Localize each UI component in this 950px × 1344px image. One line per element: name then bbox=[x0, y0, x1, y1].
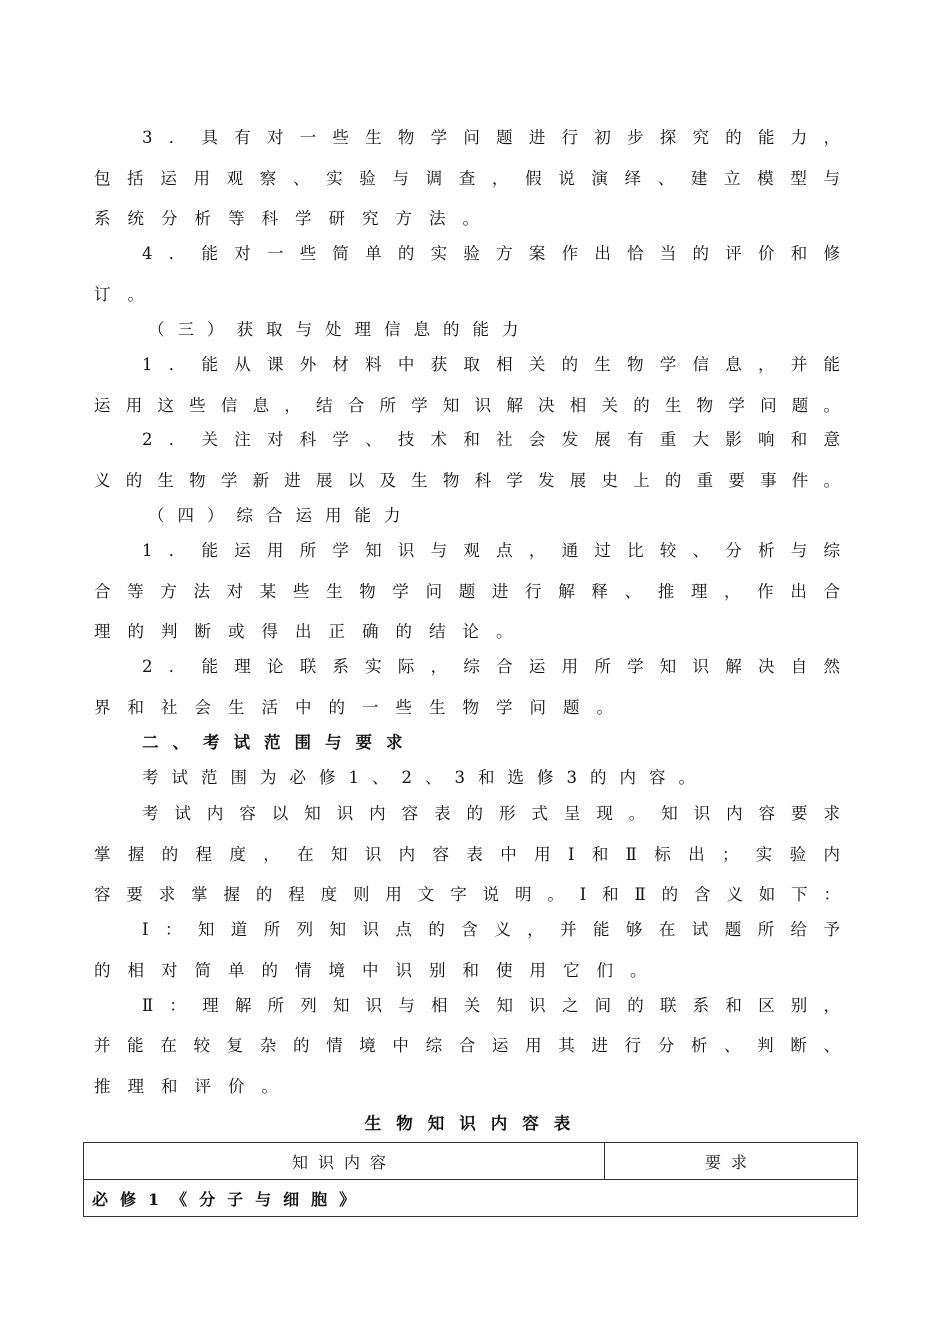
p5-line1: 1．能运用所学知识与观点，通过比较、分析与综 bbox=[142, 541, 840, 560]
p2-line1: 4．能对一些简单的实验方案作出恰当的评价和修 bbox=[142, 244, 840, 263]
p9-line1: Ⅰ：知道所列知识点的含义，并能够在试题所给予 bbox=[142, 920, 840, 939]
section-heading-2: 二、考试范围与要求 bbox=[142, 733, 417, 752]
p5-line3: 理的判断或得出正确的结论。 bbox=[94, 622, 530, 641]
p6-line2: 界和社会生活中的一些生物学问题。 bbox=[94, 698, 630, 717]
p1-line3: 系统分析等科学研究方法。 bbox=[94, 209, 496, 228]
heading-3: （三）获取与处理信息的能力 bbox=[148, 320, 532, 339]
header-knowledge-content: 知识内容 bbox=[84, 1143, 605, 1180]
p8-line3: 容要求掌握的程度则用文字说明。Ⅰ和Ⅱ的含义如下： bbox=[94, 885, 840, 904]
p5-line2: 合等方法对某些生物学问题进行解释、推理，作出合 bbox=[94, 582, 840, 601]
p10-line1: Ⅱ：理解所列知识与相关知识之间的联系和区别， bbox=[142, 996, 840, 1015]
p7-line1: 考试范围为必修1、2、3和选修3的内容。 bbox=[142, 768, 708, 787]
p4-line2: 义的生物学新进展以及生物科学发展史上的重要事件。 bbox=[94, 471, 840, 490]
p4-line1: 2．关注对科学、技术和社会发展有重大影响和意 bbox=[142, 430, 840, 449]
p1-line1: 3．具有对一些生物学问题进行初步探究的能力， bbox=[142, 128, 840, 147]
p3-line1: 1．能从课外材料中获取相关的生物学信息，并能 bbox=[142, 355, 840, 374]
knowledge-table bbox=[83, 1142, 858, 1217]
table-section-row bbox=[84, 1180, 858, 1217]
p8-line2: 掌握的程度，在知识内容表中用Ⅰ和Ⅱ标出；实验内 bbox=[94, 845, 840, 864]
table-title: 生物知识内容表 bbox=[364, 1114, 586, 1133]
heading-4: （四）综合运用能力 bbox=[148, 506, 414, 525]
section-compulsory-1: 必修1《分子与细胞》 bbox=[84, 1180, 858, 1217]
p9-line2: 的相对简单的情境中识别和使用它们。 bbox=[94, 961, 664, 980]
p10-line3: 推理和评价。 bbox=[94, 1077, 295, 1096]
table-header-row bbox=[84, 1143, 858, 1180]
p3-line2: 运用这些信息，结合所学知识解决相关的生物学问题。 bbox=[94, 396, 840, 415]
p10-line2: 并能在较复杂的情境中综合运用其进行分析、判断、 bbox=[94, 1036, 840, 1055]
p8-line1: 考试内容以知识内容表的形式呈现。知识内容要求 bbox=[142, 804, 840, 823]
p6-line1: 2．能理论联系实际，综合运用所学知识解决自然 bbox=[142, 657, 840, 676]
p2-line2: 订。 bbox=[94, 285, 161, 304]
header-requirement: 要求 bbox=[605, 1143, 858, 1180]
p1-line2: 包括运用观察、实验与调查，假说演绎、建立模型与 bbox=[94, 169, 840, 188]
